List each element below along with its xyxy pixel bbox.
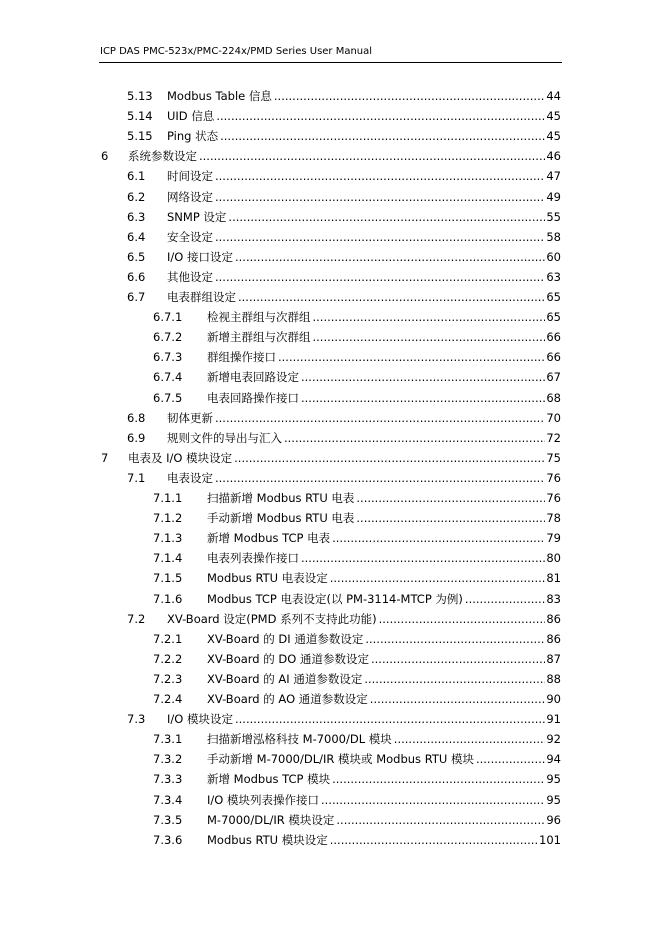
toc-entry-title: XV-Board 的 AI 通道参数设定: [207, 671, 363, 686]
toc-entry-number: 7.2.4: [153, 692, 183, 706]
toc-entry[interactable]: [127, 609, 561, 629]
toc-entry-number: 6.7.5: [153, 390, 183, 405]
toc-dot-leader: [216, 106, 545, 126]
toc-dot-leader: [465, 589, 545, 609]
toc-entry-page: 91: [546, 712, 561, 727]
toc-entry-number: 7.1.1: [153, 491, 183, 505]
toc-dot-leader: [379, 609, 546, 629]
toc-entry-title: 系统参数设定: [128, 149, 197, 164]
toc-dot-leader: [313, 307, 546, 327]
toc-entry-page: 92: [546, 732, 561, 747]
toc-entry-number: 7.2.2: [153, 651, 183, 666]
toc-entry-title: I/O 模块列表操作接口: [207, 792, 319, 807]
toc-entry-title: 新增主群组与次群组: [207, 330, 311, 345]
toc-entry-number: 7.2: [127, 611, 146, 626]
toc-dot-leader: [234, 448, 545, 468]
toc-entry-page: 72: [546, 430, 561, 445]
toc-entry-page: 68: [546, 390, 561, 405]
toc-dot-leader: [301, 388, 545, 408]
toc-dot-leader: [476, 749, 545, 769]
toc-entry-page: 49: [546, 189, 561, 204]
toc-entry[interactable]: [153, 830, 561, 850]
toc-entry-page: 45: [546, 129, 561, 144]
toc-entry[interactable]: [101, 146, 561, 166]
toc-entry-number: 7.1.2: [153, 511, 183, 526]
toc-entry-page: 67: [546, 370, 561, 385]
toc-entry-title: M-7000/DL/IR 模块设定: [207, 812, 335, 827]
toc-dot-leader: [321, 790, 545, 810]
toc-entry-number: 6.7.2: [153, 330, 183, 345]
toc-entry-page: 65: [546, 310, 561, 325]
toc-entry-title: SNMP 设定: [167, 209, 227, 224]
toc-entry-page: 88: [546, 671, 561, 686]
toc-entry-title: Modbus TCP 电表设定(以 PM-3114-MTCP 为例): [207, 591, 463, 606]
toc-dot-leader: [371, 649, 545, 669]
toc-entry-number: 7.3.3: [153, 772, 183, 787]
toc-entry[interactable]: [127, 227, 561, 247]
toc-entry-title: 韧体更新: [167, 410, 213, 425]
toc-entry[interactable]: [153, 327, 561, 347]
toc-entry-title: 时间设定: [167, 169, 213, 184]
toc-dot-leader: [278, 347, 545, 367]
toc-entry-number: 6.7.1: [153, 310, 183, 325]
toc-entry-number: 7.1.4: [153, 551, 183, 566]
toc-entry-title: 网络设定: [167, 189, 213, 204]
toc-entry-page: 46: [546, 149, 561, 164]
toc-dot-leader: [370, 689, 546, 709]
toc-entry-number: 7.3.6: [153, 832, 183, 847]
toc-entry-page: 87: [546, 651, 561, 666]
toc-entry[interactable]: [127, 709, 561, 729]
toc-entry-page: 44: [546, 89, 561, 103]
toc-entry[interactable]: [153, 669, 561, 689]
toc-entry[interactable]: [127, 287, 561, 307]
toc-entry-number: 7: [101, 450, 109, 465]
toc-dot-leader: [235, 709, 545, 729]
toc-entry[interactable]: [127, 468, 561, 488]
toc-entry[interactable]: [153, 769, 561, 789]
toc-entry-page: 60: [546, 249, 561, 264]
toc-entry[interactable]: [127, 267, 561, 287]
toc-entry[interactable]: [127, 247, 561, 267]
toc-entry-number: 7.1: [127, 470, 146, 485]
toc-entry-page: 65: [546, 290, 561, 304]
toc-entry-number: 7.1.3: [153, 531, 183, 546]
toc-entry-title: XV-Board 的 AO 通道参数设定: [207, 692, 368, 706]
toc-dot-leader: [274, 86, 545, 106]
toc-dot-leader: [235, 247, 545, 267]
toc-entry-number: 6.2: [127, 189, 146, 204]
toc-entry-title: 扫描新增 Modbus RTU 电表: [207, 491, 355, 505]
toc-entry-title: 新增电表回路设定: [207, 370, 299, 385]
toc-entry[interactable]: [153, 548, 561, 568]
toc-dot-leader: [313, 327, 546, 347]
toc-entry[interactable]: [127, 86, 561, 106]
toc-entry[interactable]: [127, 187, 561, 207]
toc-entry-number: 7.3: [127, 712, 146, 727]
toc-entry-page: 58: [546, 229, 561, 244]
toc-entry-page: 94: [546, 752, 561, 767]
toc-entry[interactable]: [153, 589, 561, 609]
toc-entry-title: 电表列表操作接口: [207, 551, 299, 566]
toc-entry[interactable]: [153, 367, 561, 387]
toc-entry-title: UID 信息: [167, 109, 215, 124]
toc-entry-page: 76: [546, 491, 561, 505]
toc-entry-number: 6: [101, 149, 109, 164]
toc-entry-page: 66: [546, 350, 561, 365]
toc-entry-title: 电表回路操作接口: [207, 390, 299, 405]
toc-entry[interactable]: [127, 428, 561, 448]
toc-entry[interactable]: [153, 508, 561, 528]
toc-entry-number: 6.1: [127, 169, 146, 184]
toc-entry[interactable]: [101, 448, 561, 468]
toc-dot-leader: [365, 629, 545, 649]
toc-dot-leader: [330, 568, 546, 588]
toc-entry-number: 7.3.2: [153, 752, 183, 767]
toc-entry-number: 7.1.5: [153, 571, 183, 586]
toc-entry-title: 电表设定: [167, 470, 213, 485]
toc-entry-number: 7.3.1: [153, 732, 183, 747]
toc-entry-title: 手动新增 M-7000/DL/IR 模块或 Modbus RTU 模块: [207, 752, 474, 767]
toc-entry-page: 96: [546, 812, 561, 827]
header-rule: [99, 62, 562, 63]
toc-entry-title: 电表及 I/O 模块设定: [128, 450, 233, 465]
toc-entry-number: 6.7.3: [153, 350, 183, 365]
toc-entry-page: 86: [546, 611, 561, 626]
toc-entry-title: 安全设定: [167, 229, 213, 244]
toc-entry-number: 7.3.4: [153, 792, 183, 807]
toc-entry-number: 5.13: [127, 89, 153, 103]
toc-entry-title: 新增 Modbus TCP 电表: [207, 531, 331, 546]
toc-entry-page: 76: [546, 470, 561, 485]
toc-entry-title: I/O 模块设定: [167, 712, 233, 727]
toc-entry-number: 6.7.4: [153, 370, 183, 385]
toc-entry[interactable]: [153, 810, 561, 830]
toc-entry-number: 7.1.6: [153, 591, 183, 606]
toc-dot-leader: [332, 528, 545, 548]
toc-entry-number: 7.2.3: [153, 671, 183, 686]
toc-entry[interactable]: [153, 790, 561, 810]
toc-entry-page: 45: [546, 109, 561, 124]
toc-entry[interactable]: [127, 207, 561, 227]
toc-dot-leader: [215, 227, 545, 247]
toc-entry-page: 47: [546, 169, 561, 184]
toc-dot-leader: [238, 287, 545, 307]
toc-entry-title: 其他设定: [167, 269, 213, 284]
toc-entry[interactable]: [127, 166, 561, 186]
toc-entry-number: 6.9: [127, 430, 146, 445]
toc-entry[interactable]: [127, 106, 561, 126]
toc-dot-leader: [199, 146, 545, 166]
toc-entry-number: 6.5: [127, 249, 146, 264]
toc-entry-title: I/O 接口设定: [167, 249, 233, 264]
toc-dot-leader: [301, 367, 545, 387]
toc-entry-number: 7.3.5: [153, 812, 183, 827]
toc-dot-leader: [215, 166, 545, 186]
toc-entry-page: 86: [546, 631, 561, 646]
toc-entry-page: 55: [546, 209, 561, 224]
toc-entry[interactable]: [153, 568, 561, 588]
toc-entry[interactable]: [153, 388, 561, 408]
toc-entry[interactable]: [153, 629, 561, 649]
toc-entry-number: 6.7: [127, 290, 146, 304]
toc-dot-leader: [364, 669, 545, 689]
toc-entry[interactable]: [153, 528, 561, 548]
toc-dot-leader: [356, 508, 545, 528]
toc-entry[interactable]: [153, 347, 561, 367]
toc-entry-page: 63: [546, 269, 561, 284]
toc-entry-page: 75: [546, 450, 561, 465]
toc-entry-number: 5.15: [127, 129, 153, 144]
toc-entry-number: 6.4: [127, 229, 146, 244]
toc-entry-title: 电表群组设定: [167, 290, 236, 304]
toc-dot-leader: [332, 769, 545, 789]
toc-entry[interactable]: [153, 729, 561, 749]
toc-entry-page: 95: [546, 772, 561, 787]
toc-entry-number: 6.3: [127, 209, 146, 224]
toc-dot-leader: [228, 207, 545, 227]
toc-entry-page: 90: [546, 692, 561, 706]
toc-dot-leader: [215, 267, 545, 287]
toc-entry[interactable]: [127, 408, 561, 428]
toc-entry[interactable]: [153, 488, 561, 508]
toc-dot-leader: [215, 468, 545, 488]
toc-entry-title: 手动新增 Modbus RTU 电表: [207, 511, 355, 526]
toc-dot-leader: [394, 729, 546, 749]
toc-entry-page: 81: [546, 571, 561, 586]
toc-entry-title: 群组操作接口: [207, 350, 276, 365]
toc-entry-title: 扫描新增泓格科技 M-7000/DL 模块: [207, 732, 392, 747]
toc-entry-title: Modbus RTU 电表设定: [207, 571, 328, 586]
toc-dot-leader: [336, 810, 545, 830]
toc-entry-number: 5.14: [127, 109, 153, 124]
toc-dot-leader: [215, 408, 545, 428]
toc-entry[interactable]: [153, 749, 561, 769]
toc-dot-leader: [220, 126, 545, 146]
toc-entry-title: XV-Board 设定(PMD 系列不支持此功能): [167, 611, 377, 626]
toc-entry-title: Modbus RTU 模块设定: [207, 832, 328, 847]
toc-entry-title: XV-Board 的 DO 通道参数设定: [207, 651, 369, 666]
toc-entry-title: 规则文件的导出与汇入: [167, 430, 282, 445]
toc-entry-number: 6.6: [127, 269, 146, 284]
toc-entry-title: Modbus Table 信息: [167, 89, 272, 103]
toc-entry-number: 7.2.1: [153, 631, 183, 646]
toc-dot-leader: [330, 830, 538, 850]
toc-entry-title: XV-Board 的 DI 通道参数设定: [207, 631, 364, 646]
toc-entry[interactable]: [127, 126, 561, 146]
toc-entry-title: 检视主群组与次群组: [207, 310, 311, 325]
page-header: ICP DAS PMC-523x/PMC-224x/PMD Series User Manual: [100, 46, 373, 57]
toc-entry-page: 79: [546, 531, 561, 546]
toc-entry[interactable]: [153, 649, 561, 669]
toc-entry-page: 66: [546, 330, 561, 345]
toc-entry-title: Ping 状态: [167, 129, 219, 144]
toc-entry[interactable]: [153, 307, 561, 327]
toc-entry-number: 6.8: [127, 410, 146, 425]
toc-entry-page: 83: [546, 591, 561, 606]
toc-entry-page: 78: [546, 511, 561, 526]
toc-entry-title: 新增 Modbus TCP 模块: [207, 772, 331, 787]
toc-entry-page: 101: [539, 832, 561, 847]
toc-dot-leader: [284, 428, 545, 448]
toc-dot-leader: [301, 548, 545, 568]
toc-dot-leader: [215, 187, 545, 207]
toc-entry-page: 70: [546, 410, 561, 425]
toc-dot-leader: [356, 488, 545, 508]
toc-entry-page: 95: [546, 792, 561, 807]
toc-entry-page: 80: [546, 551, 561, 566]
toc-entry[interactable]: [153, 689, 561, 709]
